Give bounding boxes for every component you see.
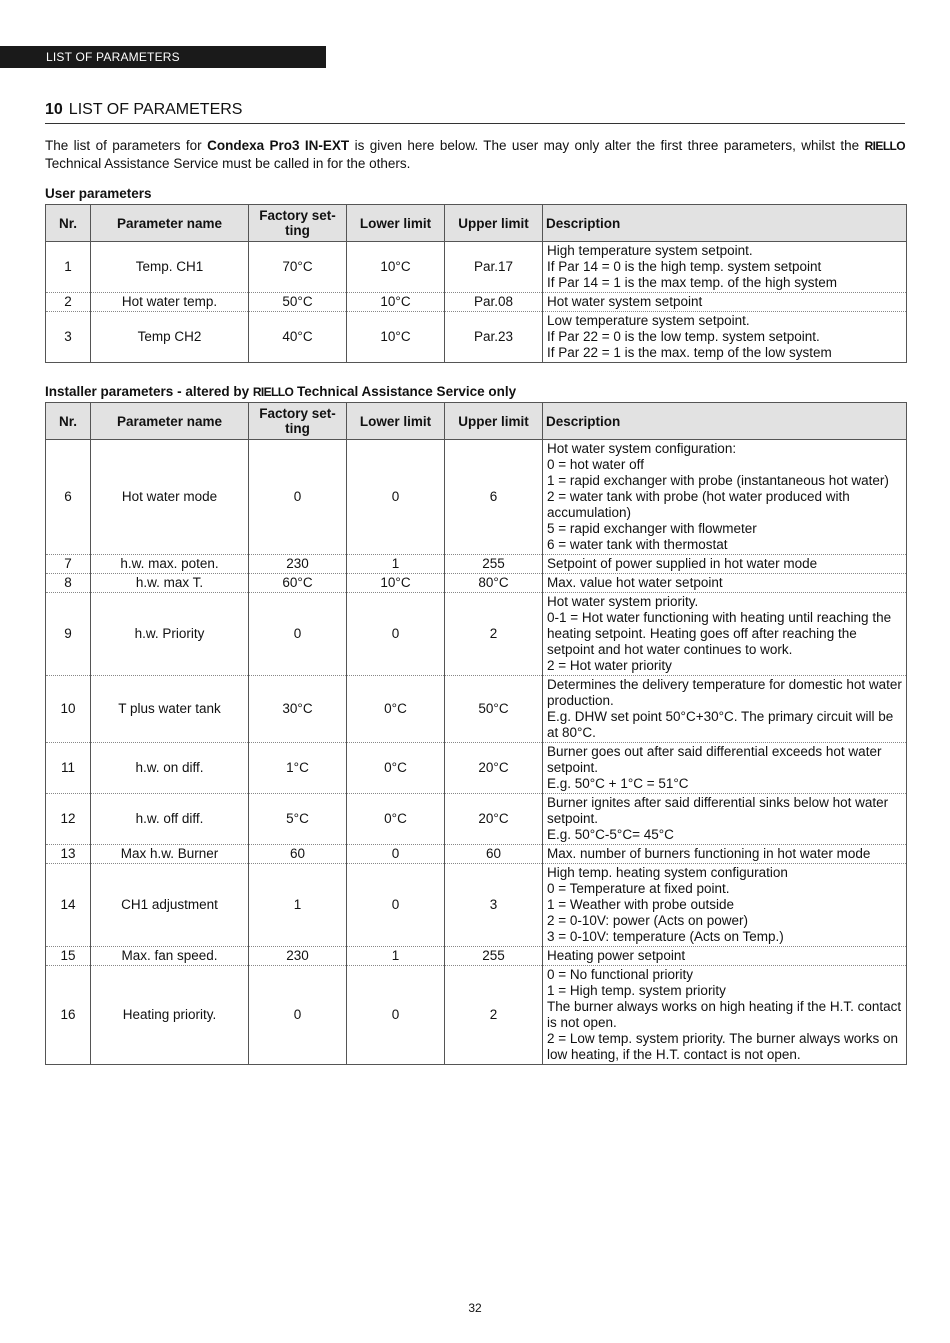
caption-text-1: Installer parameters - altered by — [45, 384, 253, 399]
cell-factory-setting: 40°C — [249, 312, 347, 363]
cell-factory-setting: 70°C — [249, 242, 347, 293]
cell-parameter-name: h.w. off diff. — [91, 794, 249, 845]
cell-nr: 15 — [46, 947, 91, 966]
header-description: Description — [543, 205, 907, 242]
cell-factory-setting: 0 — [249, 440, 347, 555]
cell-upper-limit: Par.23 — [445, 312, 543, 363]
cell-upper-limit: Par.17 — [445, 242, 543, 293]
cell-parameter-name: Temp. CH1 — [91, 242, 249, 293]
table-row — [46, 947, 907, 966]
cell-nr: 6 — [46, 440, 91, 555]
intro-text-3: Technical Assistance Service must be called in for the others. — [45, 156, 411, 171]
cell-upper-limit: 2 — [445, 593, 543, 676]
cell-upper-limit: Par.08 — [445, 293, 543, 312]
caption-text-2: Technical Assistance Service only — [293, 384, 517, 399]
cell-factory-setting: 1°C — [249, 743, 347, 794]
table-row — [46, 555, 907, 574]
cell-lower-limit: 10°C — [347, 312, 445, 363]
cell-factory-setting: 50°C — [249, 293, 347, 312]
cell-upper-limit: 20°C — [445, 743, 543, 794]
page-number: 32 — [468, 1301, 482, 1315]
intro-paragraph — [45, 137, 905, 172]
header-lower-limit: Lower limit — [347, 205, 445, 242]
cell-lower-limit: 10°C — [347, 293, 445, 312]
intro-text-2: is given here below. The user may only alter the first three parameters, whilst the — [349, 138, 865, 153]
cell-description: Low temperature system setpoint. If Par 22 = 0 is the low temp. system setpoint. If Par 22 = 1 is the max. temp of the low system — [543, 312, 907, 363]
cell-lower-limit: 1 — [347, 555, 445, 574]
cell-lower-limit: 0 — [347, 966, 445, 1065]
section-title-text: LIST OF PARAMETERS — [68, 101, 243, 118]
cell-factory-setting: 0 — [249, 593, 347, 676]
cell-upper-limit: 3 — [445, 864, 543, 947]
cell-nr: 12 — [46, 794, 91, 845]
cell-lower-limit: 10°C — [347, 242, 445, 293]
installer-table-caption — [45, 384, 516, 399]
cell-description: High temperature system setpoint. If Par 14 = 0 is the high temp. system setpoint If Par 14 = 1 is the max temp. of the high system — [543, 242, 907, 293]
table-row — [46, 242, 907, 293]
cell-description: Hot water system priority. 0-1 = Hot water functioning with heating until reaching the heating setpoint. Heating goes off after reaching the setpoint and hot water continues to work. 2 = Hot water priority — [543, 593, 907, 676]
cell-nr: 1 — [46, 242, 91, 293]
cell-parameter-name: CH1 adjustment — [91, 864, 249, 947]
cell-description: Burner goes out after said differential exceeds hot water setpoint. E.g. 50°C + 1°C = 51°C — [543, 743, 907, 794]
cell-parameter-name: Max h.w. Burner — [91, 845, 249, 864]
cell-description: Hot water system configuration: 0 = hot water off 1 = rapid exchanger with probe (instantaneous hot water) 2 = water tank with probe (hot water produced with accumulation) 5 = rapid exchanger with flowmeter 6 = water tank with thermostat — [543, 440, 907, 555]
cell-lower-limit: 0 — [347, 440, 445, 555]
cell-description: Max. number of burners functioning in hot water mode — [543, 845, 907, 864]
table-row — [46, 794, 907, 845]
header-factory-setting: Factory set-ting — [249, 403, 347, 440]
cell-description: High temp. heating system configuration 0 = Temperature at fixed point. 1 = Weather with probe outside 2 = 0-10V: power (Acts on power) 3 = 0-10V: temperature (Acts on Temp.) — [543, 864, 907, 947]
installer-parameters-table — [45, 402, 907, 1065]
user-table-caption: User parameters — [45, 186, 152, 201]
cell-upper-limit: 60 — [445, 845, 543, 864]
cell-lower-limit: 0°C — [347, 794, 445, 845]
product-name: Condexa Pro3 IN-EXT — [207, 138, 350, 153]
header-lower-limit: Lower limit — [347, 403, 445, 440]
cell-nr: 10 — [46, 676, 91, 743]
cell-nr: 3 — [46, 312, 91, 363]
table-row — [46, 574, 907, 593]
cell-upper-limit: 20°C — [445, 794, 543, 845]
table-row — [46, 593, 907, 676]
cell-nr: 16 — [46, 966, 91, 1065]
cell-parameter-name: Temp CH2 — [91, 312, 249, 363]
cell-lower-limit: 0 — [347, 845, 445, 864]
cell-parameter-name: h.w. on diff. — [91, 743, 249, 794]
section-number: 10 — [45, 101, 63, 118]
cell-parameter-name: Max. fan speed. — [91, 947, 249, 966]
cell-description: Max. value hot water setpoint — [543, 574, 907, 593]
header-nr: Nr. — [46, 205, 91, 242]
cell-upper-limit: 255 — [445, 947, 543, 966]
table-row — [46, 743, 907, 794]
table-row — [46, 312, 907, 363]
cell-parameter-name: h.w. max. poten. — [91, 555, 249, 574]
header-nr: Nr. — [46, 403, 91, 440]
cell-nr: 9 — [46, 593, 91, 676]
header-parameter-name: Parameter name — [91, 205, 249, 242]
cell-nr: 8 — [46, 574, 91, 593]
cell-factory-setting: 230 — [249, 555, 347, 574]
cell-upper-limit: 6 — [445, 440, 543, 555]
table-header-row — [46, 205, 907, 242]
cell-nr: 7 — [46, 555, 91, 574]
cell-factory-setting: 0 — [249, 966, 347, 1065]
header-upper-limit: Upper limit — [445, 205, 543, 242]
cell-factory-setting: 60°C — [249, 574, 347, 593]
cell-description: Setpoint of power supplied in hot water mode — [543, 555, 907, 574]
cell-nr: 2 — [46, 293, 91, 312]
brand-logo-text: RIELLO — [252, 385, 294, 399]
header-parameter-name: Parameter name — [91, 403, 249, 440]
cell-parameter-name: T plus water tank — [91, 676, 249, 743]
table-row — [46, 676, 907, 743]
cell-lower-limit: 0°C — [347, 743, 445, 794]
cell-factory-setting: 5°C — [249, 794, 347, 845]
cell-factory-setting: 60 — [249, 845, 347, 864]
cell-description: 0 = No functional priority 1 = High temp. system priority The burner always works on high heating if the H.T. contact is not open. 2 = Low temp. system priority. The burner always works on low heating, if the H.T. contact is not open. — [543, 966, 907, 1065]
cell-factory-setting: 230 — [249, 947, 347, 966]
header-factory-setting: Factory set-ting — [249, 205, 347, 242]
cell-lower-limit: 0 — [347, 864, 445, 947]
header-upper-limit: Upper limit — [445, 403, 543, 440]
cell-parameter-name: Heating priority. — [91, 966, 249, 1065]
cell-nr: 14 — [46, 864, 91, 947]
table-header-row — [46, 403, 907, 440]
table-row — [46, 440, 907, 555]
table-row — [46, 966, 907, 1065]
cell-upper-limit: 50°C — [445, 676, 543, 743]
cell-parameter-name: Hot water temp. — [91, 293, 249, 312]
cell-lower-limit: 0°C — [347, 676, 445, 743]
cell-parameter-name: h.w. max T. — [91, 574, 249, 593]
cell-description: Determines the delivery temperature for domestic hot water production. E.g. DHW set point 50°C+30°C. The primary circuit will be at 80°C. — [543, 676, 907, 743]
cell-parameter-name: h.w. Priority — [91, 593, 249, 676]
header-band: LIST OF PARAMETERS — [0, 46, 326, 68]
header-description: Description — [543, 403, 907, 440]
cell-parameter-name: Hot water mode — [91, 440, 249, 555]
cell-nr: 11 — [46, 743, 91, 794]
table-row — [46, 845, 907, 864]
cell-lower-limit: 1 — [347, 947, 445, 966]
cell-factory-setting: 1 — [249, 864, 347, 947]
brand-logo-text: RIELLO — [864, 139, 906, 153]
cell-lower-limit: 10°C — [347, 574, 445, 593]
cell-upper-limit: 2 — [445, 966, 543, 1065]
cell-upper-limit: 255 — [445, 555, 543, 574]
cell-upper-limit: 80°C — [445, 574, 543, 593]
section-title — [45, 99, 905, 124]
user-parameters-table — [45, 204, 907, 363]
cell-nr: 13 — [46, 845, 91, 864]
intro-text-1: The list of parameters for — [45, 138, 208, 153]
table-row — [46, 293, 907, 312]
cell-lower-limit: 0 — [347, 593, 445, 676]
cell-description: Hot water system setpoint — [543, 293, 907, 312]
cell-factory-setting: 30°C — [249, 676, 347, 743]
table-row — [46, 864, 907, 947]
cell-description: Burner ignites after said differential sinks below hot water setpoint. E.g. 50°C-5°C= 45°C — [543, 794, 907, 845]
cell-description: Heating power setpoint — [543, 947, 907, 966]
